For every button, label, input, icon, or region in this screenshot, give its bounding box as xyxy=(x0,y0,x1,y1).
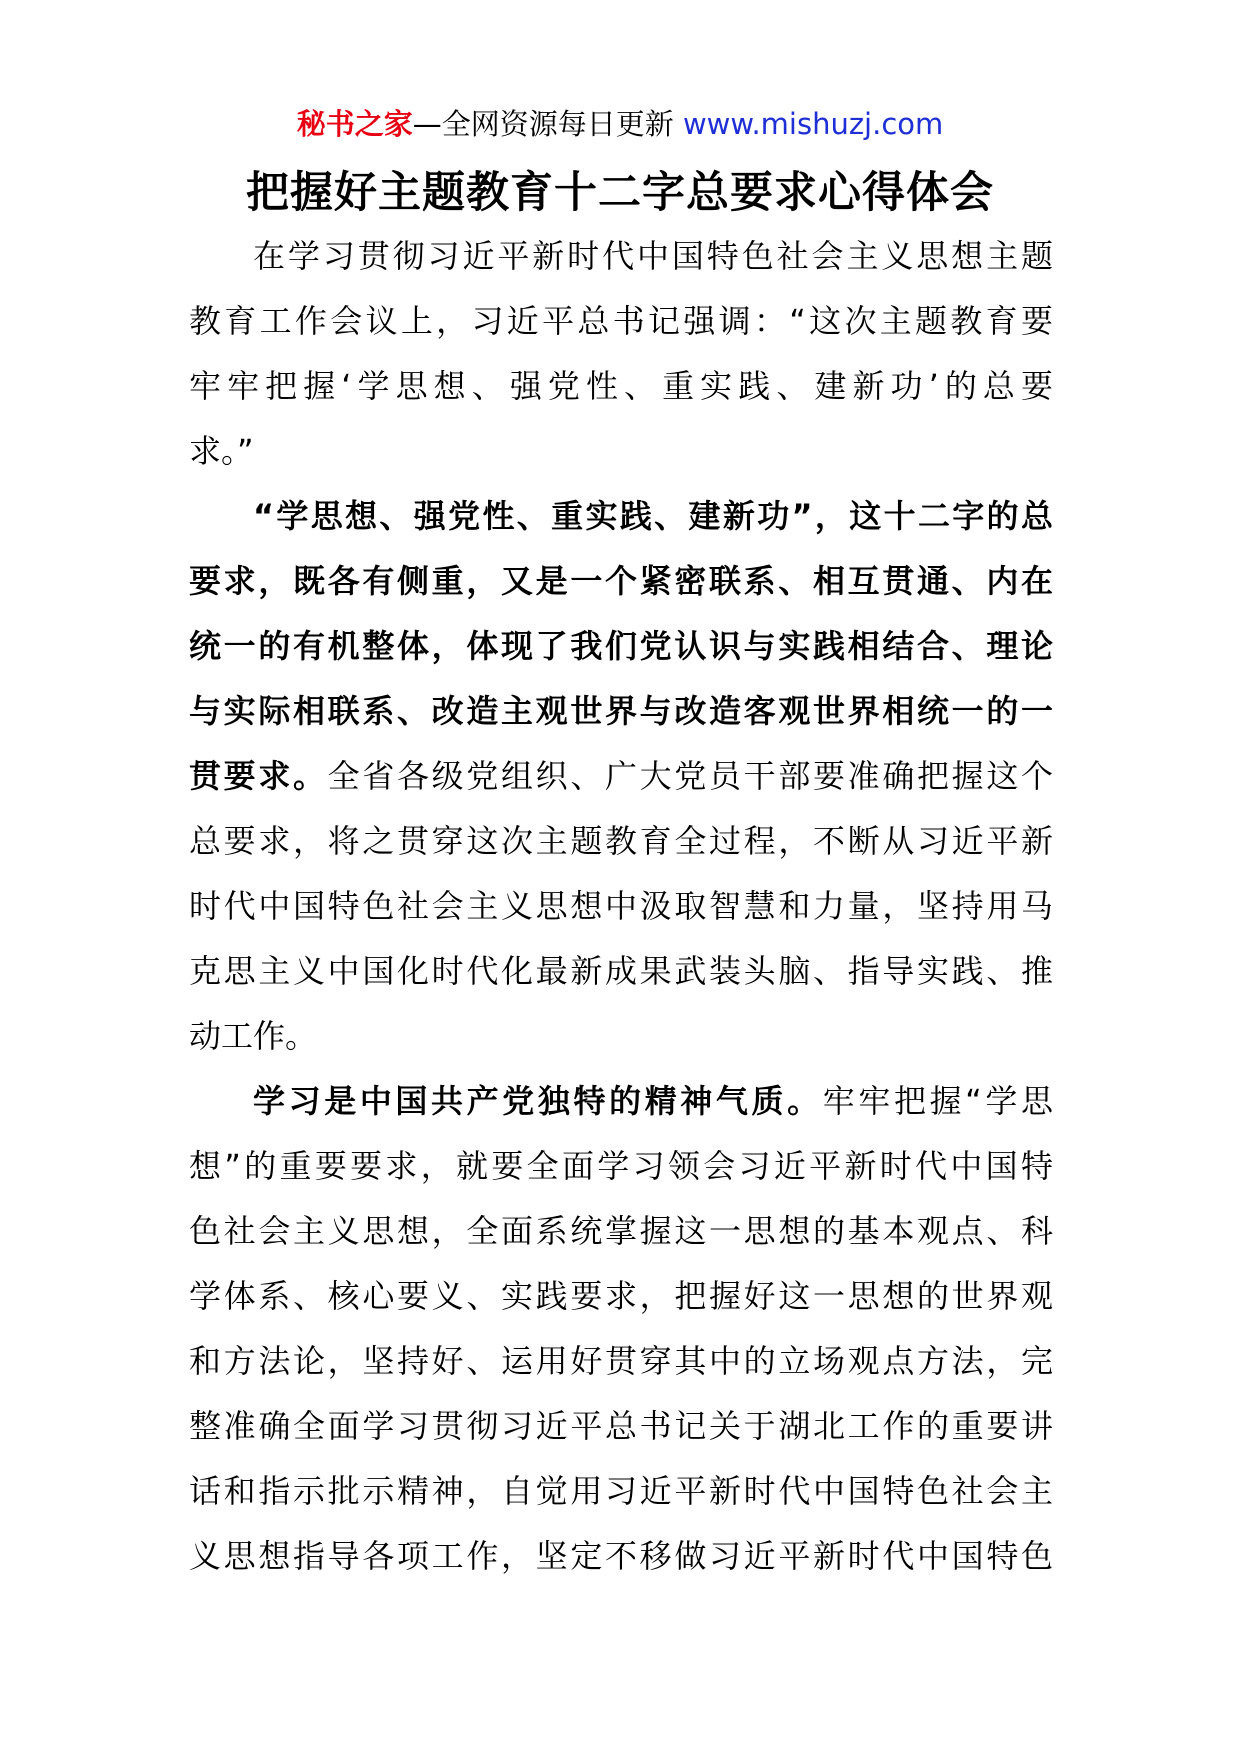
paragraph-bold-tail: 贯要求。 xyxy=(189,757,328,795)
paragraph-line: 和方法论，坚持好、运用好贯穿其中的立场观点方法，完 xyxy=(189,1342,1053,1380)
paragraph-line: 时代中国特色社会主义思想中汲取智慧和力量，坚持用马 xyxy=(189,887,1053,925)
paragraph-mixed-line xyxy=(189,744,1053,809)
paragraph-line: 话和指示批示精神，自觉用习近平新时代中国特色社会主 xyxy=(189,1472,1053,1510)
paragraph-line: 求。” xyxy=(189,432,254,470)
paragraph-bold-lead: 学习是中国共产党独特的精神气质。 xyxy=(253,1082,823,1120)
paragraph-lead-tail: 牢牢把握“学思 xyxy=(822,1082,1053,1120)
paragraph-2 xyxy=(189,484,1053,1069)
paragraph-line: 教育工作会议上，习近平总书记强调：“这次主题教育要 xyxy=(189,302,1053,340)
paragraph-line: 牢牢把握‘学思想、强党性、重实践、建新功’的总要 xyxy=(189,367,1053,405)
paragraph-bold-line: 统一的有机整体，体现了我们党认识与实践相结合、理论 xyxy=(189,627,1053,665)
site-url-link[interactable]: www.mishuzj.com xyxy=(682,107,944,141)
paragraph-line: 克思主义中国化时代化最新成果武装头脑、指导实践、推 xyxy=(189,952,1053,990)
paragraph-line: 动工作。 xyxy=(189,1017,318,1055)
paragraph-bold-line: “学思想、强党性、重实践、建新功”，这十二字的总 xyxy=(253,497,1053,535)
paragraph-line: 义思想指导各项工作，坚定不移做习近平新时代中国特色 xyxy=(189,1537,1053,1575)
paragraph-1 xyxy=(189,224,1053,484)
paragraph-bold-line: 要求，既各有侧重，又是一个紧密联系、相互贯通、内在 xyxy=(189,562,1053,600)
site-header xyxy=(0,100,1240,148)
paragraph-mixed-line xyxy=(189,1069,1053,1134)
document-body xyxy=(189,224,1053,1589)
paragraph-line: 色社会主义思想，全面系统掌握这一思想的基本观点、科 xyxy=(189,1212,1053,1250)
paragraph-line: 在学习贯彻习近平新时代中国特色社会主义思想主题 xyxy=(253,237,1053,275)
paragraph-line: 想”的重要要求，就要全面学习领会习近平新时代中国特 xyxy=(189,1147,1053,1185)
paragraph-bold-line: 与实际相联系、改造主观世界与改造客观世界相统一的一 xyxy=(189,692,1053,730)
paragraph-line: 总要求，将之贯穿这次主题教育全过程，不断从习近平新 xyxy=(189,822,1053,860)
document-title: 把握好主题教育十二字总要求心得体会 xyxy=(246,168,994,218)
paragraph-line: 整准确全面学习贯彻习近平总书记关于湖北工作的重要讲 xyxy=(189,1407,1053,1445)
site-tagline: —全网资源每日更新 xyxy=(412,107,683,141)
paragraph-line: 学体系、核心要义、实践要求，把握好这一思想的世界观 xyxy=(189,1277,1053,1315)
site-brand: 秘书之家 xyxy=(296,107,413,141)
paragraph-tail-text: 全省各级党组织、广大党员干部要准确把握这个 xyxy=(327,757,1053,795)
paragraph-3 xyxy=(189,1069,1053,1589)
